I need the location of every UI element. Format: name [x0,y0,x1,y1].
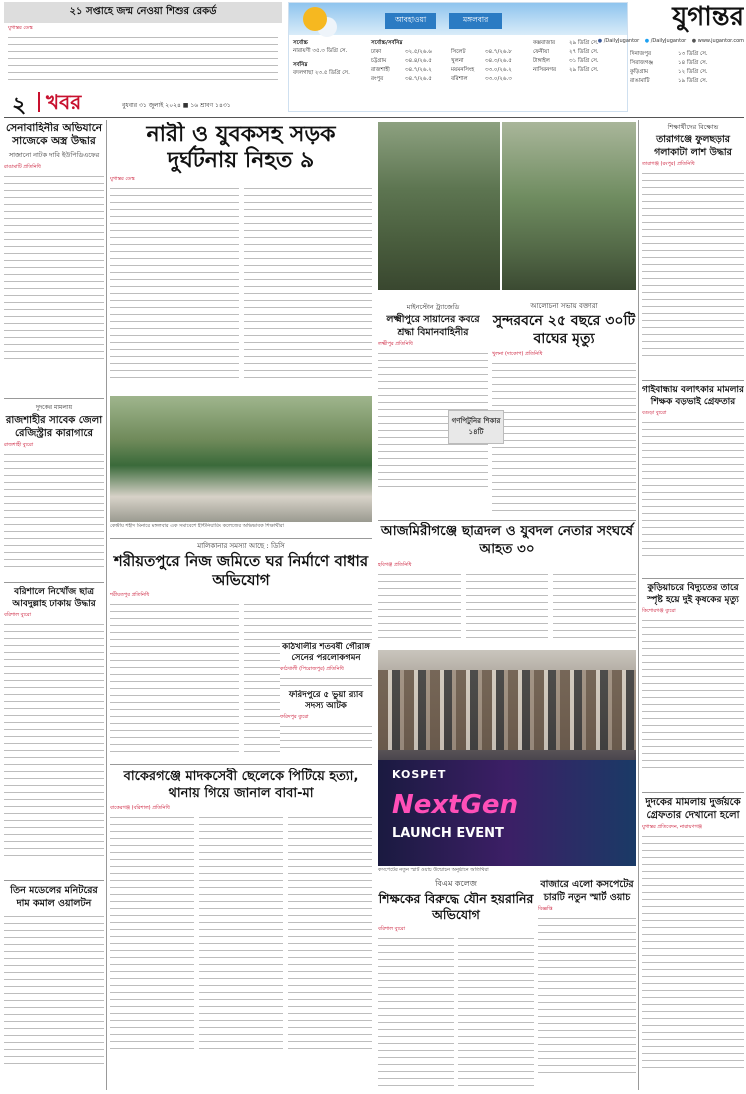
article-body [4,174,104,364]
page-bar-divider [38,92,40,112]
headline: বরিশালে নিখোঁজ ছাত্র আবদুল্লাহ ঢাকায় উদ্ধার [12,587,96,609]
headline: লক্ষ্মীপুরে সায়ানের কবরে শ্রদ্ধা বিমানবাহিনীর [386,314,480,338]
city-name: ঢাকা [371,49,382,55]
headline: কাঠখালীর শতবর্ষী গৌরাঙ্গ সেনের পরলোকগমন [282,642,370,663]
article-body [4,914,104,1064]
rule [4,582,104,583]
region-name: কক্সবাজার [533,40,556,46]
col-rule [106,120,107,1090]
weather-label: আবহাওয়া [385,13,436,29]
headline: রাজশাহীর সাবেক জেলা রেজিস্ট্রার কারাগারে [5,415,103,439]
byline: তারাগঞ্জ (রংপুর) প্রতিনিধি [642,161,695,167]
article-body [538,916,636,1076]
city-name: ময়মনসিংহ [451,67,475,73]
article-body [4,622,104,862]
byline: রাজশাহী ব্যুরো [4,442,34,448]
region-value: ২৭ ডিগ্রি সে. [569,49,599,55]
article-kathgola-box [282,600,372,602]
kospet-event-title: NextGen [392,790,519,820]
region-name: নাসিরনগর [533,67,557,73]
city-name: বরিশাল [451,76,468,82]
article-rajshahi [4,402,104,580]
kicker: মাইনস্টোন ট্র্যাজেডি [406,303,460,311]
page-bar [4,88,744,116]
region-value: ২৯ ডিগ্রি সে. [569,67,599,73]
max-value: নারায়ণী ৩৫.৩ ডিগ্রি সে. [293,48,348,54]
article-body-col1 [110,815,194,1055]
region-name: টাঙ্গাইল [533,58,550,64]
city-name: রাজশাহী [371,67,390,73]
article-dudok [642,796,744,1090]
kospet-photo [378,650,636,866]
byline: বরিশাল ব্যুরো [4,612,32,618]
article-body-col1 [110,186,239,382]
city-value: ৩৪.৩/২৬.৫ [485,58,512,64]
region-value: ১৯ ডিগ্রি সে. [678,78,708,84]
headline: বাকেরগঞ্জে মাদকসেবী ছেলেকে পিটিয়ে হত্যা, থানায় গিয়ে জানাল বাবা-মা [123,769,359,801]
page-date: বুধবার ৩১ জুলাই ২০২৪ ■ ১৬ শ্রাবণ ১৪৩১ [122,102,231,109]
article-body-col1 [378,572,461,644]
region-name: দিনাজপুর [630,51,652,57]
article-body [642,171,744,361]
max-label: সর্বোচ্চ [293,40,308,46]
top-banner-title: ২১ সপ্তাহে জন্ম নেওয়া শিশুর রেকর্ড [4,2,282,23]
city-name: খুলনা [451,58,464,64]
website-link[interactable]: www.jugantor.com [697,38,744,44]
byline: ফরিদপুর ব্যুরো [280,714,309,720]
col-rule [638,120,639,1090]
city-value: ৩৩.০/২৬.২ [485,67,512,73]
byline: কিশোরগঞ্জ ব্যুরো [642,608,676,614]
weather-extremes [293,39,367,77]
headline: ফরিদপুরে ৫ ভুয়া র‍্যাব সদস্য আটক [288,690,364,711]
city-name: রংপুর [371,76,384,82]
city-value: ৩২.৫/২৬.৬ [405,49,432,55]
rule [4,398,104,399]
city-name: সিলেট [451,49,466,55]
rule [642,578,744,579]
social-links [500,38,744,48]
article-mine [378,302,488,502]
ceremony-photo [502,122,636,290]
article-gaibandha [642,384,744,574]
article-kospet [538,878,636,1090]
city-value: ৩৩.০/২৬.৩ [485,76,512,82]
headline: শরীয়তপুরে নিজ জমিতে ঘর নির্মাণে বাধার অভিযোগ [113,552,369,589]
page-number: ২ [12,93,27,116]
kospet-caption: কসপেটের নতুন স্মার্ট ওয়াচ উন্মোচন অনুষ্ঠানে অতিথিরা [378,867,489,873]
city-value: ৩৪.৭/২৬.৮ [485,49,512,55]
region-value: ১৩ ডিগ্রি সে. [678,51,708,57]
article-faridpur [280,690,372,764]
globe-icon: ● [691,38,697,44]
byline: বগুড়া ব্যুরো [642,410,667,416]
kospet-people [378,670,636,750]
min-value: বদলগাছা ২৩.৫ ডিগ্রি সে. [293,70,350,76]
weather-regions-right [630,50,744,86]
byline: লক্ষ্মীপুর প্রতিনিধি [378,341,413,347]
article-body [642,420,744,560]
article-body-col1 [110,602,239,757]
region-name: রাঙামাটি [630,78,650,84]
article-body-col3 [288,815,372,1055]
article-body-col3 [553,572,636,644]
rule [4,880,104,881]
headline: বাজারে এলো কসপেটের চারটি নতুন স্মার্ট ওয়াচ [540,879,634,903]
headline: আজমিরীগঞ্জে ছাত্রদল ও যুবদল নেতার সংঘর্ষে আহত ৩০ [380,523,634,557]
twitter-icon: ● [644,38,650,44]
byline: শরীয়তপুর প্রতিনিধি [110,592,150,598]
byline: যুগান্তর ডেস্ক [110,176,135,182]
headline: শিক্ষকের বিরুদ্ধে যৌন হয়রানির অভিযোগ [378,891,534,922]
tiger-callout-label: গণপিটুনির শিকার ১৪টি [451,417,501,436]
sun-cloud-icon [303,7,327,31]
article-main [110,122,372,392]
photo-caption: কেন্দ্রীয় শহীদ মিনারে মঙ্গলবার এক সমাবেশে ইন্টিনিয়ারিং কলেজের অভিভাবক শিক্ষার্থীরা [110,523,284,529]
article-walton [4,884,104,1092]
headline: তিন মডেলের মনিটরের দাম কমাল ওয়ালটন [10,885,98,909]
subheadline: সাজানো নাটক দাবি ইউপিডিএফের [8,151,100,159]
top-rule [4,117,744,118]
article-kurigram [642,582,744,788]
byline: কাঠখালী (পিরোজপুর) প্রতিনিধি [280,666,344,672]
byline: বরিশাল ব্যুরো [378,926,406,932]
headline: গাইবান্ধায় বলাৎকার মামলার শিক্ষক বড়ভাই গ্রেফতার [642,385,744,407]
rally-photo [110,396,372,522]
article-body [642,618,744,768]
weather-cities-header: সর্বোচ্চ/সর্বনিম্ন [371,40,403,46]
city-value: ৩৪.৭/২৬.৫ [405,76,432,82]
min-label: সর্বনিম্ন [293,62,308,68]
headline: দুদকের মামলায় দুর্জয়কে গ্রেফতার দেখানো হলো [645,797,741,821]
logo: যুগান্তর [672,2,744,32]
article-body-col2 [466,572,549,644]
headline: সেনাবাহিনীর অভিযানে সাজেকে অস্ত্র উদ্ধার [5,122,103,147]
kospet-brand: KOSPET [392,768,447,781]
article-body-col1 [378,936,454,1086]
rule [110,538,372,539]
byline: বিজ্ঞপ্তি [538,906,553,912]
region-name: সিরাজগঞ্জ [630,60,654,66]
headline: তারাগঞ্জে ফুলছড়ার গলাকাটা লাশ উদ্ধার [654,134,732,158]
city-value: ৩৪.৭/২৬.২ [405,67,432,73]
tiger-callout [448,410,504,444]
byline: খুলনা (দাকোপ) প্রতিনিধি [492,351,543,357]
top-banner-text [8,35,278,84]
twitter-link[interactable]: /DailyJugantor [650,38,687,44]
article-army [4,122,104,394]
rule [642,792,744,793]
article-body-col2 [244,186,373,382]
mine-photo [378,122,500,290]
rule [642,380,744,381]
rule [110,764,372,765]
region-name: ফেনীয়া [533,49,549,55]
main-headline-line2: দুর্ঘটনায় নিহত ৯ [167,148,315,173]
article-body [492,361,636,511]
kospet-event-subtitle: LAUNCH EVENT [392,826,504,841]
article-bm-college [378,878,534,1090]
facebook-icon: ● [597,38,603,44]
article-ajmiriganj [378,522,636,644]
headline: সুন্দরবনে ২৫ বছরে ৩০টি বাঘের মৃত্যু [492,313,636,347]
byline: বাকেরগঞ্জ (বরিশাল) প্রতিনিধি [110,805,170,811]
region-value: ১৪ ডিগ্রি সে. [678,60,708,66]
region-value: ২৯ ডিগ্রি সে. [569,40,599,46]
article-body [280,724,372,754]
section-name: খবর [46,90,82,114]
article-body [642,834,744,1074]
city-value: ৩৪.৪/২৬.৫ [405,58,432,64]
kicker: মালিকানার সমস্যা আছে : ডিসি [197,542,285,550]
article-body-col2 [458,936,534,1086]
region-name: কুড়িগ্রাম [630,69,649,75]
article-sundarban [492,300,636,520]
top-banner [4,2,282,84]
region-value: ৩১ ডিগ্রি সে. [569,58,599,64]
kicker: শিক্ষার্থীদের বিক্ষোভ [667,123,719,131]
article-body-col2 [199,815,283,1055]
byline: যুগান্তর প্রতিবেদন, নারায়ণগঞ্জ [642,824,703,830]
city-name: চট্টগ্রাম [371,58,387,64]
article-body [4,452,104,570]
rule [378,520,636,521]
kospet-banner [378,760,636,866]
byline: রাঙামাটি প্রতিনিধি [4,164,41,170]
weather-day: মঙ্গলবার [449,13,502,29]
facebook-link[interactable]: /DailyJugantor [603,38,640,44]
kicker: দুদকের মামলায় [35,404,73,411]
top-banner-source: যুগান্তর ডেস্ক [8,25,33,31]
region-value: ১২ ডিগ্রি সে. [678,69,708,75]
article-bakerganj [110,768,372,1090]
kicker: আলোচনা সভায় বক্তারা [530,302,598,310]
article-protest [642,122,744,378]
main-headline-line1: নারী ও যুবকসহ সড়ক [146,122,336,147]
kicker: বিএম কলেজ [435,879,477,888]
headline: কুড়িয়াচরে বিদ্যুতের তারে স্পৃষ্ট হয়ে দুই কৃষকের মৃত্যু [647,583,739,605]
byline: হবিগঞ্জ প্রতিনিধি [378,562,412,568]
article-barishal [4,586,104,878]
